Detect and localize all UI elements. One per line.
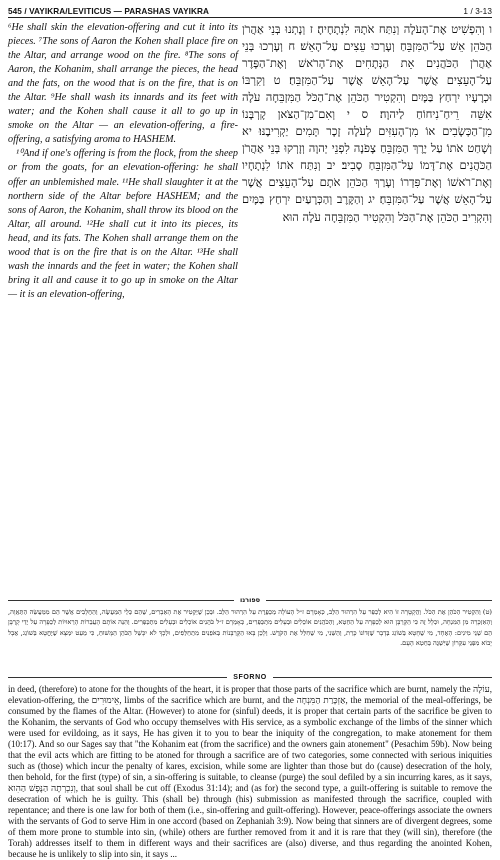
english-verses-10-13: ¹⁰And if one's offering is from the flock, from the sheep or from the goats, for an elevation-offering: he shall offer an unblemished male. ¹¹He shall slaughter it at the northern side of the Altar before HASHEM; and the sons of Aaron, the Kohanim, shall throw its blood on the Altar, all around. ¹²He shall cut it into its pieces, its head, and its fats. The Kohen shall arrange them on the wood that is on the fire that is on the Altar. ¹³He shall wash the innards and the feet in water; the Kohen shall bring it all and cause it to go up in smoke on the Altar — it is an elevation-offering, bbox=[8, 148, 238, 300]
divider-line bbox=[8, 600, 234, 601]
verse-columns bbox=[8, 21, 492, 593]
sforno-hebrew-divider bbox=[8, 595, 492, 605]
divider-line bbox=[266, 600, 492, 601]
sforno-english-divider bbox=[8, 672, 492, 682]
english-verses-6-9: ⁶He shall skin the elevation-offering and cut it into its pieces. ⁷The sons of Aaron the Kohen shall place fire on the Altar, and arrange wood on the fire. ⁸The sons of Aaron, the Kohanim, shall arrange the pieces, the head and the fats, on the wood that is on the fire, that is on the Altar. ⁹He shall wash its innards and its feet with water; and the Kohen shall cause it all to go up in smoke on the Altar — an elevation-offering, a fire-offering, a satisfying aroma to HASHEM. bbox=[8, 22, 238, 146]
hebrew-text-column: ו וְהִפְשִׁיט אֶת־הָעֹלָה וְנִתַּח אֹתָהּ לִנְתָחֶיהָ׃ ז וְנָתְנוּ בְּנֵי אַהֲרֹן הַכֹּהֵן אֵשׁ עַל־הַמִּזְבֵּחַ וְעָרְכוּ עֵצִים עַל־הָאֵשׁ׃ ח וְעָרְכוּ בְּנֵי אַהֲרֹן הַכֹּהֲנִים אֵת הַנְּתָחִים אֶת־הָרֹאשׁ וְאֶת־הַפָּדֶר עַל־הָעֵצִים אֲשֶׁר עַל־הָאֵשׁ אֲשֶׁר עַל־הַמִּזְבֵּחַ׃ ט וְקִרְבּוֹ וּכְרָעָיו יִרְחַץ בַּמָּיִם וְהִקְטִיר הַכֹּהֵן אֶת־הַכֹּל הַמִּזְבֵּחָה עֹלָה אִשֵּׁה רֵיחַ־נִיחוֹחַ לַיהוָה׃ ס י וְאִם־מִן־הַצֹּאן קָרְבָּנוֹ מִן־הַכְּשָׂבִים אוֹ מִן־הָעִזִּים לְעֹלָה זָכָר תָּמִים יַקְרִיבֶנּוּ׃ יא וְשָׁחַט אֹתוֹ עַל יֶרֶךְ הַמִּזְבֵּחַ צָפֹנָה לִפְנֵי יְהוָה וְזָרְקוּ בְּנֵי אַהֲרֹן הַכֹּהֲנִים אֶת־דָּמוֹ עַל־הַמִּזְבֵּחַ סָבִיב׃ יב וְנִתַּח אֹתוֹ לִנְתָחָיו וְאֶת־רֹאשׁוֹ וְאֶת־פִּדְרוֹ וְעָרַךְ הַכֹּהֵן אֹתָם עַל־הָעֵצִים אֲשֶׁר עַל־הָאֵשׁ אֲשֶׁר עַל־הַמִּזְבֵּחַ׃ יג וְהַקֶּרֶב וְהַכְּרָעַיִם יִרְחַץ בַּמָּיִם וְהִקְרִיב הַכֹּהֵן אֶת־הַכֹּל וְהִקְטִיר הַמִּזְבֵּחָה עֹלָה הוּא bbox=[242, 22, 492, 224]
header-verse-range: 1 / 3-13 bbox=[463, 7, 492, 16]
sforno-hebrew-label: ספורנו bbox=[240, 596, 261, 604]
hebrew-commentary: (ט) וְהִקְטִיר הַכֹּהֵן אֶת הַכֹּל. וַהֲקָטָרָה זוֹ הִיא לְכַפֵּר עַל הִרְהוּר הַלֵּב, כְּאָמְרָם ז״ל הָעוֹלָה מְכַפֶּרֶת עַל הִרְהוּר הַלֵּב. וּבְכֵן שֶׁיַּקְטִיר אֶת הָאֵבָרִים, שֶׁהֵם כְּלֵי הַמַּעֲשֶׂה, וְהַחֲלָבִים אֲשֶׁר הֵם מִמַּעֲשֵׂה הַתַּאֲוָה, וְהָאַזְכָּרָה מִן הַמִּנְחָה, וּכְלָל זֶה כִּי הַקָּרְבָּן הוּא לְכַפָּרָה עַל הַחֵטְא, וְהַכֹּהֲנִים אוֹכְלִים וּבְעָלִים מִתְכַּפְּרִים, כְּאָמְרָם ז״ל כֹּהֲנִים אוֹכְלִים וּבְעָלִים מִתְכַּפְּרִים. וְהִנֵּה אוֹתָם הָעֲבֵרוֹת הָרְאוּיוֹת לְכַפָּרָה עַל יְדֵי קָרְבָּן הֵם שְׁנֵי מִינִים: הָאֶחָד, מִי שֶׁחָטָא בְּשׁוֹגֵג בְּדָבָר שֶׁזְּדוֹנוֹ כָּרֵת, וְהַשֵּׁנִי, מִי שֶׁחִלֵּל אֶת הַקֹּדֶשׁ. וְלָכֵן בָּאוּ הַקָּרְבָּנוֹת בְּאֹפַנִּים מִתְחַלְּפִים, וּלְכָךְ לֹא יִכָּשֵׁל הַכֹּהֵן הַמָּשׁוּחַ, כִּי מֵעַט יִמְצָא שֶׁיֶּחֱטָא בְּשׁוֹגֵג, אֲבָל יָבוֹא מִפְּנֵי עִקְּרוֹן שֶׁיִּשְׁגֶּה בְּחֵטְא הָעָם. bbox=[8, 608, 493, 648]
divider-line bbox=[8, 677, 227, 678]
running-header bbox=[8, 2, 492, 18]
sforno-english-label: SFORNO bbox=[233, 673, 267, 681]
divider-line bbox=[273, 677, 492, 678]
english-commentary: in deed, (therefore) to atone for the thoughts of the heart, it is proper that those parts of the sacrifice which are burnt, namely the עוֹלָה, elevation-offering, the אֵימוּרִים, limbs of the sacrifice which are burnt, and the אַזְכָּרַת הַמִּנְחָה, the memorial of the meal-offerings, be consumed by the flames of the Altar. (However) to atone for (sinful) deeds, it is proper that certain parts of the sacrifice be given to the Kohanim, the servants of God who occupy themselves with His service, as a symbolic exchange of the limbs of the sinner which were used for evildoing, as it says, He has given it to you to bear the iniquity of the congregation, to make atonement for them (10:17). And so our Sages say that "the Kohanim eat (from the sacrifice) and the owners gain atonement" (Pesachim 59b). Now being that the evil acts which are fitting to be atoned for through a sacrifice are of two categories, some connected with serious iniquities such as (those) which incur the penalty of kares, excision, while some are lighter than those but do (cause) desecration of the holy, then behold, for the first (type) of sin, a sin-offering is suitable, to cleanse (purge) the soul defiled by a sin incurring kares, as it says, וְנִכְרְתָה הַנֶּפֶשׁ הַהִוא, that soul shall be cut off (Exodus 31:14); and (as for) the second type, a guilt-offering is suitable to remove the desecration of which he is guilty. This (shall be) through (his) submission as manifested through the sacrifice, coupled with repentance; and there is one law for both of them (i.e., sin-offering and guilt-offering). However, peace-offerings associate the owners with the servants of God to serve Him in one accord (based on Zephaniah 3:9). Now being that sinners are of divergent degrees, some of them more prone to stumble into sin, (while) others are further removed from it and it is rare that they (will sin), therefore (the Torah) addresses itself to them in different ways and their sacrifices are (also) diverse, and thus regarding the anointed Kohen, because he is unlikely to slip into sin, it says ... bbox=[8, 684, 492, 859]
header-parasha-title: 545 / VAYIKRA/LEVITICUS — PARASHAS VAYIKRA bbox=[8, 7, 210, 16]
english-translation-column bbox=[8, 21, 238, 593]
